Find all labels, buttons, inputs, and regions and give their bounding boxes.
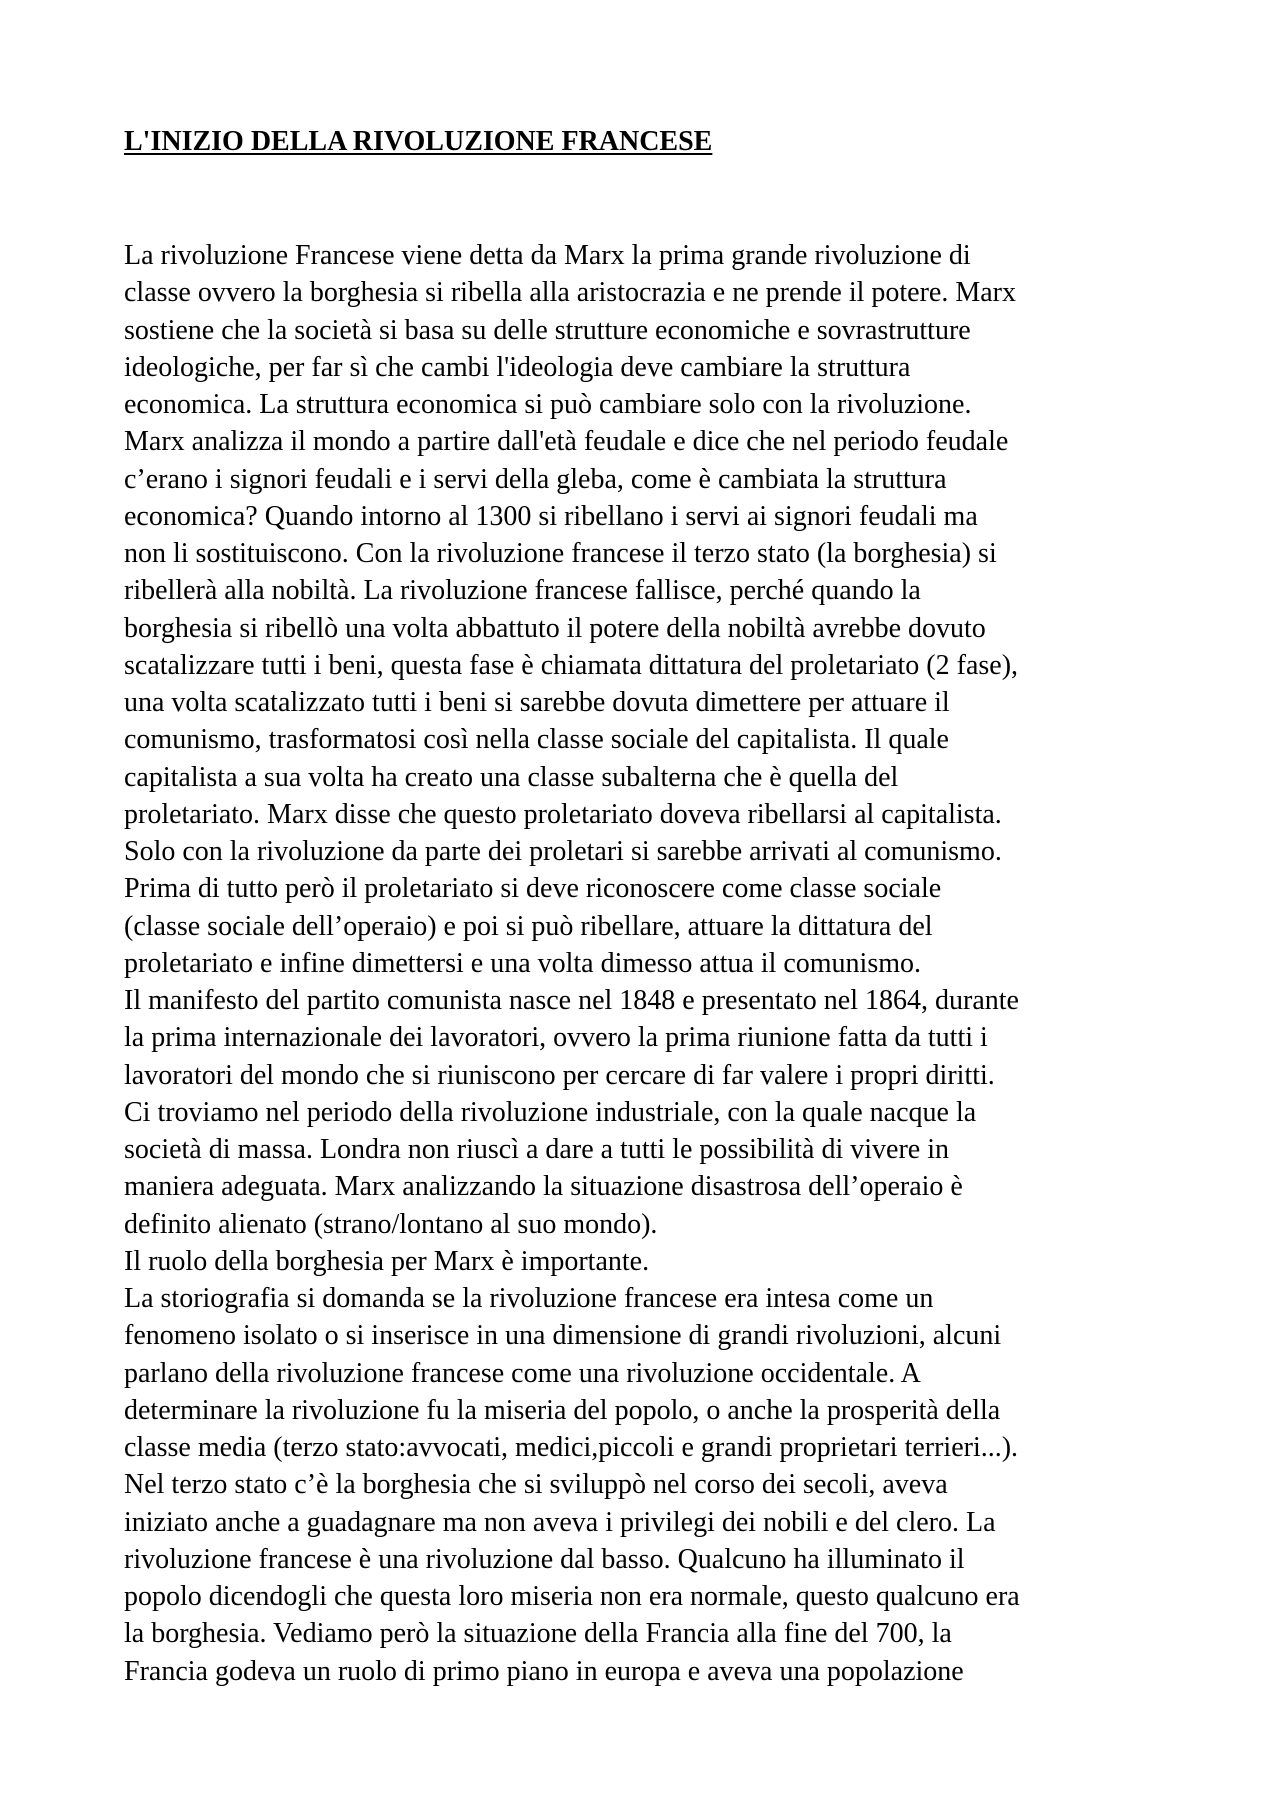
text-line: comunismo, trasformatosi così nella classe sociale del capitalista. Il quale — [124, 724, 949, 756]
text-line: proletariato e infine dimettersi e una volta dimesso attua il comunismo. — [124, 947, 922, 979]
text-line: borghesia si ribellò una volta abbattuto il potere della nobiltà avrebbe dovuto — [124, 612, 986, 644]
text-line: ideologiche, per far sì che cambi l'ideologia deve cambiare la struttura — [124, 351, 911, 383]
text-line: Ci troviamo nel periodo della rivoluzione industriale, con la quale nacque la — [124, 1096, 977, 1128]
text-line: iniziato anche a guadagnare ma non aveva i privilegi dei nobili e del clero. La — [124, 1506, 996, 1538]
text-line: popolo dicendogli che questa loro miseria non era normale, questo qualcuno era — [124, 1581, 1020, 1612]
text-line: Il manifesto del partito comunista nasce nel 1848 e presentato nel 1864, durante — [124, 985, 1019, 1016]
text-line: maniera adeguata. Marx analizzando la situazione disastrosa dell’operaio è — [124, 1171, 963, 1203]
text-line: Prima di tutto però il proletariato si deve riconoscere come classe sociale — [124, 873, 942, 905]
text-line: La rivoluzione Francese viene detta da Marx la prima grande rivoluzione di — [124, 240, 971, 271]
document-body — [124, 237, 1234, 1690]
text-line: società di massa. Londra non riuscì a dare a tutti le possibilità di vivere in — [124, 1134, 950, 1165]
text-line: ribellerà alla nobiltà. La rivoluzione francese fallisce, perché quando la — [124, 575, 921, 607]
text-line: fenomeno isolato o si inserisce in una dimensione di grandi rivoluzioni, alcuni — [124, 1320, 1002, 1352]
text-line: definito alienato (strano/lontano al suo mondo). — [124, 1208, 658, 1240]
text-line: economica? Quando intorno al 1300 si ribellano i servi ai signori feudali ma — [124, 500, 978, 532]
text-line: parlano della rivoluzione francese come una rivoluzione occidentale. A — [124, 1357, 921, 1389]
text-line: Francia godeva un ruolo di primo piano in europa e aveva una popolazione — [124, 1655, 964, 1687]
text-line: La storiografia si domanda se la rivoluzione francese era intesa come un — [124, 1283, 934, 1314]
text-line: scatalizzare tutti i beni, questa fase è chiamata dittatura del proletariato (2 fase), — [124, 649, 1019, 681]
text-line: sostiene che la società si basa su delle strutture economiche e sovrastrutture — [124, 314, 971, 346]
text-line: lavoratori del mondo che si riuniscono per cercare di far valere i propri diritti. — [124, 1059, 995, 1091]
text-line: Marx analizza il mondo a partire dall'età feudale e dice che nel periodo feudale — [124, 426, 1009, 458]
text-line: classe ovvero la borghesia si ribella alla aristocrazia e ne prende il potere. Marx — [124, 277, 1016, 309]
document-title: L'INIZIO DELLA RIVOLUZIONE FRANCESE — [124, 126, 713, 157]
text-line: la prima internazionale dei lavoratori, ovvero la prima riunione fatta da tutti i — [124, 1022, 988, 1054]
text-line: determinare la rivoluzione fu la miseria del popolo, o anche la prosperità della — [124, 1394, 1001, 1426]
text-line: proletariato. Marx disse che questo proletariato doveva ribellarsi al capitalista. — [124, 798, 1002, 830]
text-line: capitalista a sua volta ha creato una classe subalterna che è quella del — [124, 761, 899, 793]
text-line: non li sostituiscono. Con la rivoluzione francese il terzo stato (la borghesia) si — [124, 538, 997, 569]
text-line: (classe sociale dell’operaio) e poi si può ribellare, attuare la dittatura del — [124, 910, 933, 942]
text-line: Nel terzo stato c’è la borghesia che si sviluppò nel corso dei secoli, aveva — [124, 1469, 948, 1501]
text-line: rivoluzione francese è una rivoluzione dal basso. Qualcuno ha illuminato il — [124, 1543, 965, 1575]
text-line: la borghesia. Vediamo però la situazione della Francia alla fine del 700, la — [124, 1618, 952, 1650]
text-line: c’erano i signori feudali e i servi della gleba, come è cambiata la struttura — [124, 463, 947, 495]
text-line: una volta scatalizzato tutti i beni si sarebbe dovuta dimettere per attuare il — [124, 687, 950, 718]
text-line: Il ruolo della borghesia per Marx è importante. — [124, 1245, 650, 1277]
text-line: Solo con la rivoluzione da parte dei proletari si sarebbe arrivati al comunismo. — [124, 836, 1002, 867]
text-line: economica. La struttura economica si può cambiare solo con la rivoluzione. — [124, 389, 972, 420]
text-line: classe media (terzo stato:avvocati, medici,piccoli e grandi proprietari terrieri...). — [124, 1432, 1019, 1463]
